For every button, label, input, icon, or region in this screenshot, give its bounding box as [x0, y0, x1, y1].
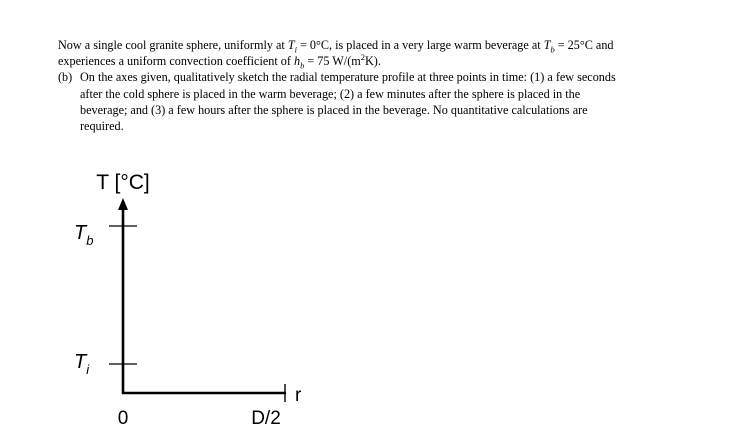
- tb-tick-label: [74, 222, 93, 248]
- x-tick-half: D/2: [251, 408, 281, 429]
- part-b-line: after the cold sphere is placed in the warm beverage; (2) a few minutes after the sphere is placed in the: [80, 86, 581, 101]
- intro-text: = 0°C, is placed in a very large warm beverage at: [296, 38, 544, 52]
- part-b-label: (b): [58, 70, 73, 85]
- math-superscript: 2: [360, 52, 365, 63]
- math-symbol: T: [287, 38, 295, 52]
- tb-tick-sub: b: [86, 233, 94, 248]
- ti-tick-main: T: [74, 351, 87, 373]
- math-subscript: b: [550, 44, 555, 55]
- intro-text: experiences a uniform convection coefficient of: [58, 54, 294, 69]
- math-symbol: h: [293, 54, 301, 69]
- part-b-line: On the axes given, qualitatively sketch the radial temperature profile at three points in time: (1) a few seconds: [80, 70, 616, 85]
- ti-tick-label: [74, 351, 90, 377]
- intro-text: Now a single cool granite sphere, uniformly at: [58, 38, 288, 52]
- part-b-line: required.: [80, 119, 124, 134]
- math-subscript: b: [300, 60, 305, 71]
- math-symbol: T: [543, 38, 551, 52]
- intro-text: = 75 W/(m: [304, 54, 361, 69]
- x-axis-label: r: [295, 385, 302, 406]
- math-subscript: i: [294, 44, 297, 55]
- x-tick-zero: 0: [117, 408, 129, 429]
- tb-tick-main: T: [74, 222, 87, 244]
- y-axis-label: T [°C]: [96, 171, 150, 194]
- ti-tick-sub: i: [86, 362, 90, 377]
- part-b-line: beverage; and (3) a few hours after the sphere is placed in the beverage. No quantitative calculations are: [80, 102, 588, 117]
- intro-text: K).: [365, 54, 381, 69]
- intro-text: = 25°C and: [554, 38, 614, 52]
